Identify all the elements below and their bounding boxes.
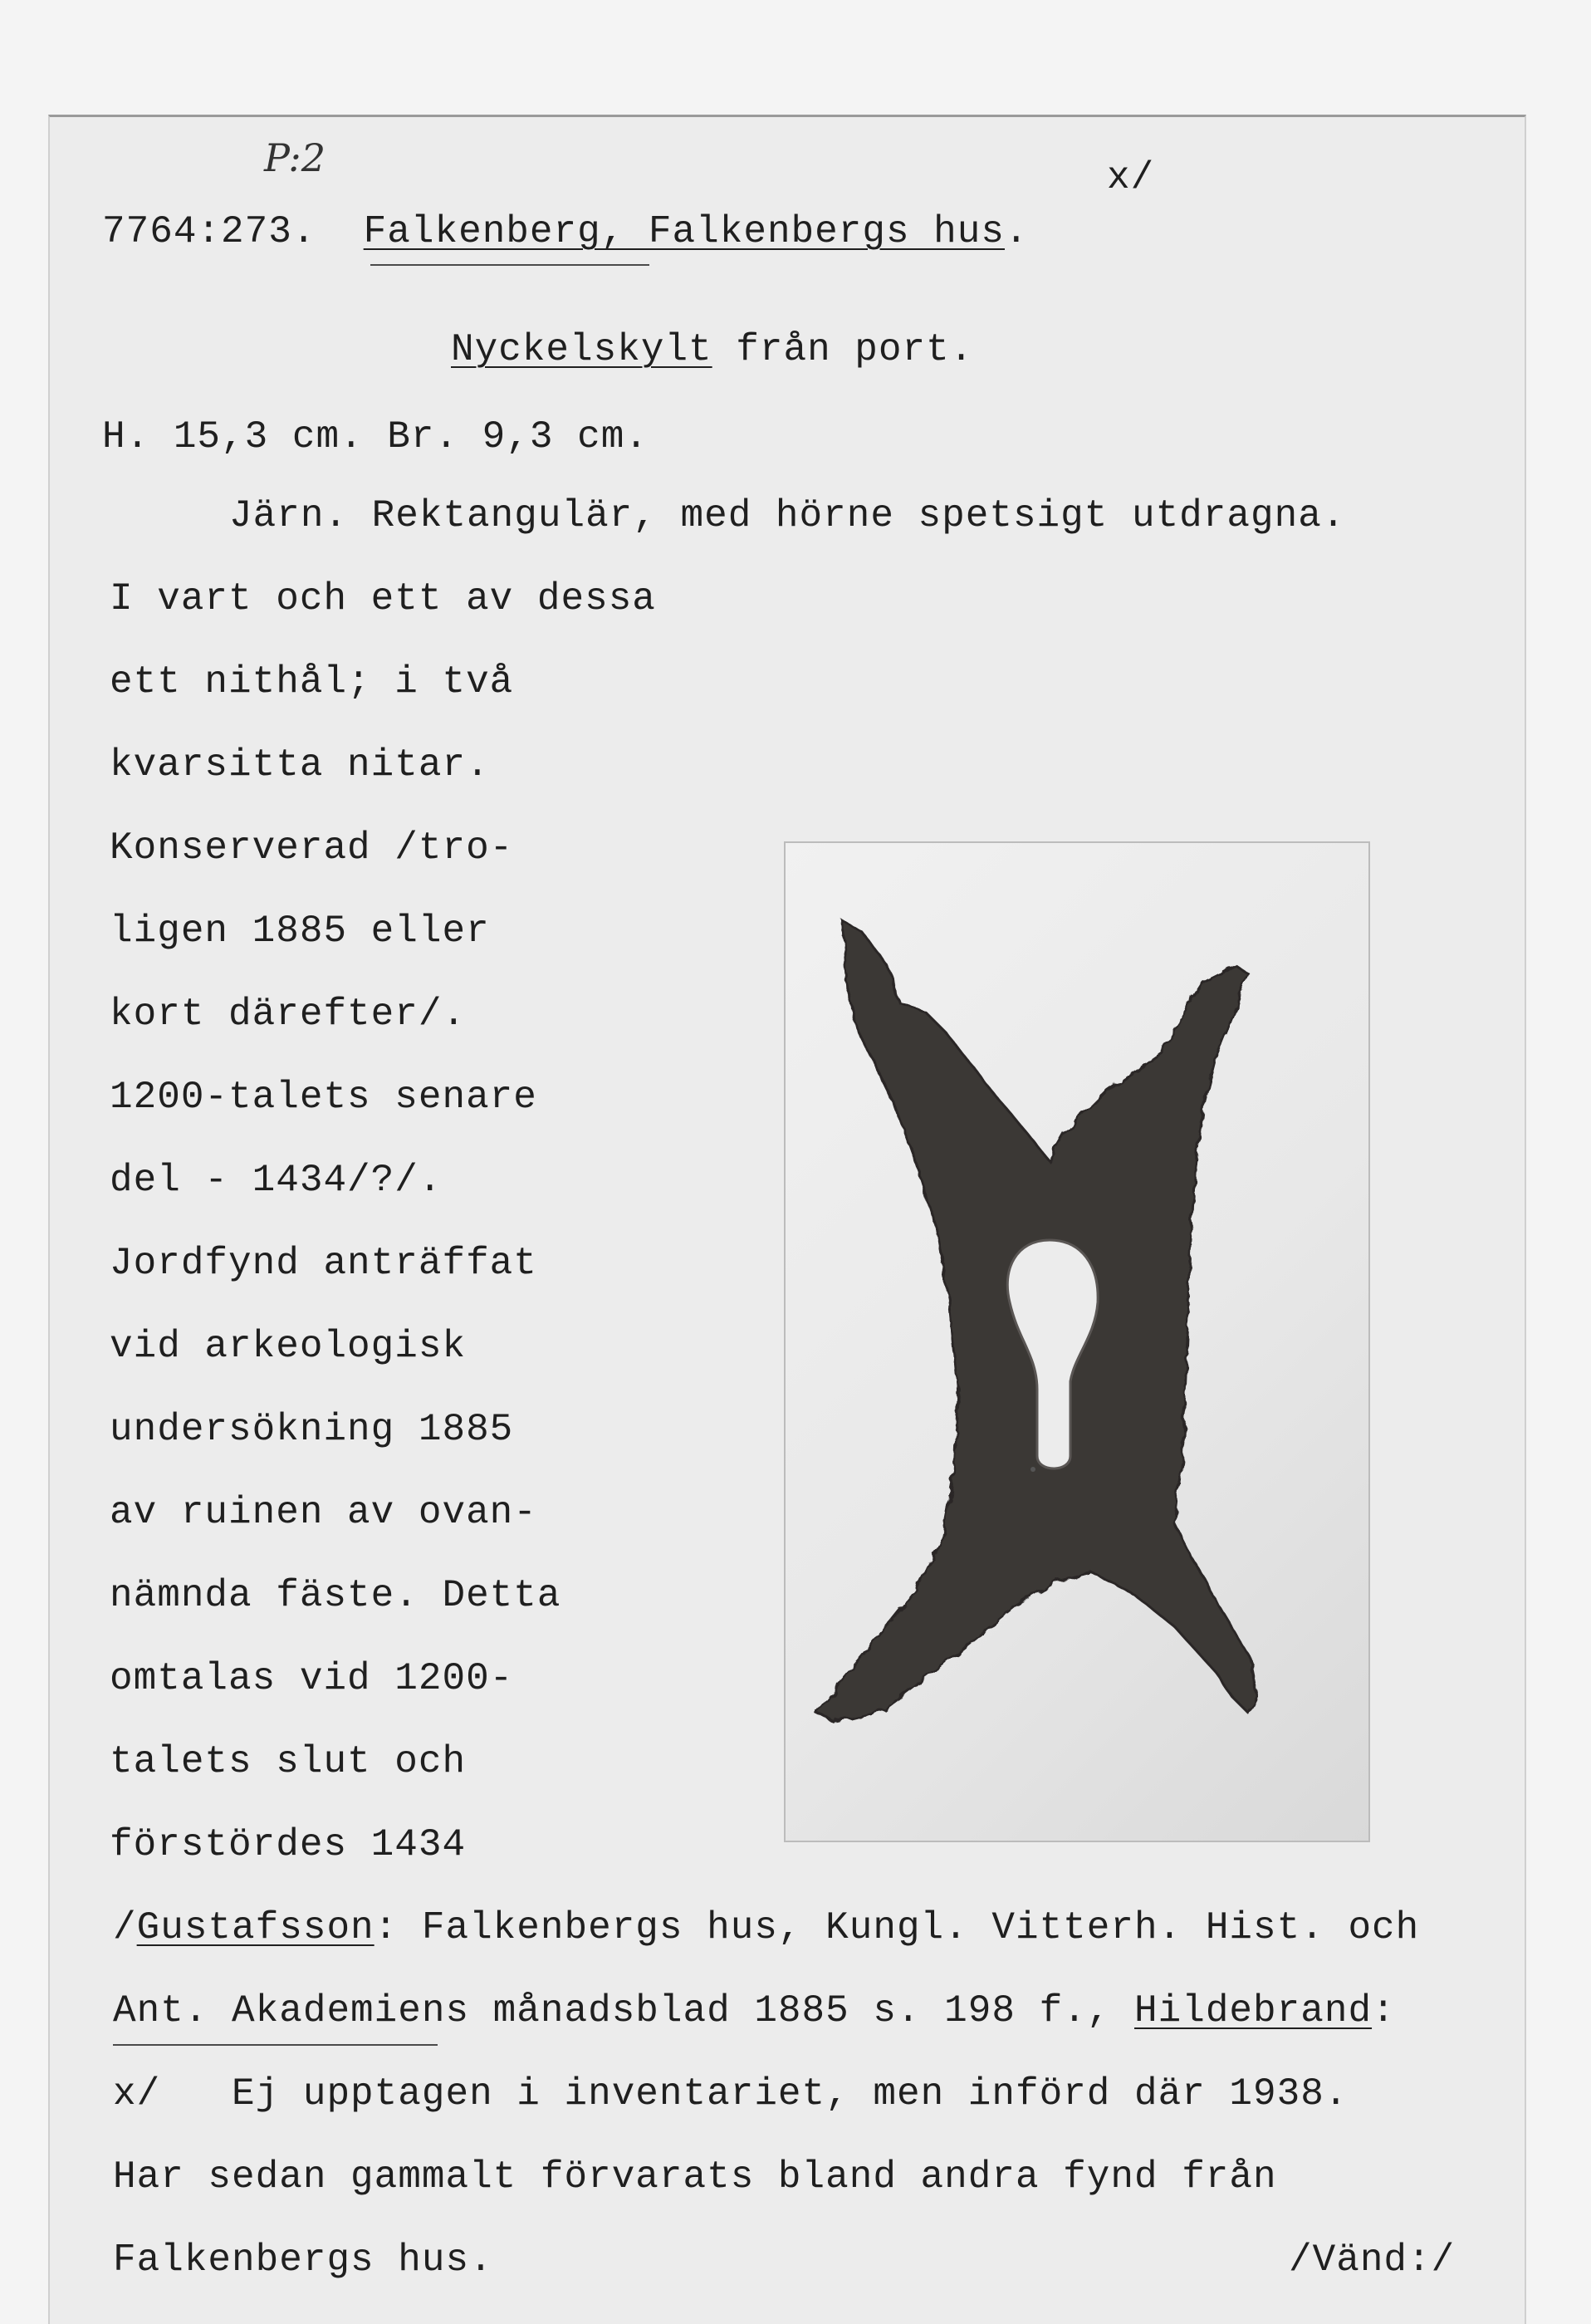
reference-author: Gustafsson	[136, 1906, 374, 1949]
catalog-card	[48, 115, 1526, 2324]
description-line: I vart och ett av dessa	[110, 577, 656, 620]
description-line: vid arkeologisk	[110, 1325, 467, 1368]
description-line: omtalas vid 1200-	[110, 1657, 514, 1700]
header-line: 7764:273. Falkenberg, Falkenbergs hus.	[102, 210, 1029, 253]
reference-line-1: /Gustafsson: Falkenbergs hus, Kungl. Vitterh. Hist. och	[113, 1906, 1420, 1949]
reference-line-2: Ant. Akademiens månadsblad 1885 s. 198 f., Hildebrand:	[113, 1989, 1396, 2032]
site-name: Falkenberg, Falkenbergs hus	[363, 210, 1005, 253]
note-line-2: Har sedan gammalt förvarats bland andra fynd från	[113, 2155, 1277, 2199]
description-line: Konserverad /tro-	[110, 826, 514, 870]
handwritten-mark: P:2	[264, 135, 326, 180]
description-line: kvarsitta nitar.	[110, 743, 490, 787]
dimensions: H. 15,3 cm. Br. 9,3 cm.	[102, 415, 649, 458]
description-line: förstördes 1434	[110, 1823, 467, 1866]
note-line-3: Falkenbergs hus.	[113, 2238, 493, 2282]
note-marker: x/	[113, 2072, 161, 2116]
description-line: av ruinen av ovan-	[110, 1491, 537, 1534]
object-photograph	[784, 841, 1370, 1842]
description-line: undersökning 1885	[110, 1408, 514, 1451]
note-separator	[113, 2044, 438, 2046]
catalog-number: 7764:273.	[102, 210, 316, 253]
object-name: Nyckelskylt	[451, 328, 712, 371]
description-line: del - 1434/?/.	[110, 1159, 443, 1202]
description-line: nämnda fäste. Detta	[110, 1574, 561, 1617]
speck	[1030, 1467, 1035, 1472]
top-marker: x/	[1107, 156, 1155, 199]
header-underline	[370, 264, 649, 266]
description-line: ligen 1885 eller	[110, 909, 490, 953]
description-line: ett nithål; i två	[110, 660, 514, 704]
note-line-1: x/ Ej upptagen i inventariet, men införd där 1938.	[113, 2072, 1349, 2116]
description-line: 1200-talets senare	[110, 1076, 537, 1119]
description-line: Jordfynd anträffat	[110, 1242, 537, 1285]
description-line: kort därefter/.	[110, 993, 467, 1036]
object-title: Nyckelskylt från port.	[451, 328, 974, 371]
turn-over-note: /Vänd:/	[1289, 2238, 1456, 2282]
reference-author-2: Hildebrand	[1134, 1989, 1373, 2032]
description-first-line: Järn. Rektangulär, med hörne spetsigt utdragna.	[229, 494, 1346, 537]
description-line: talets slut och	[110, 1740, 467, 1783]
escutcheon-image	[784, 841, 1370, 1842]
